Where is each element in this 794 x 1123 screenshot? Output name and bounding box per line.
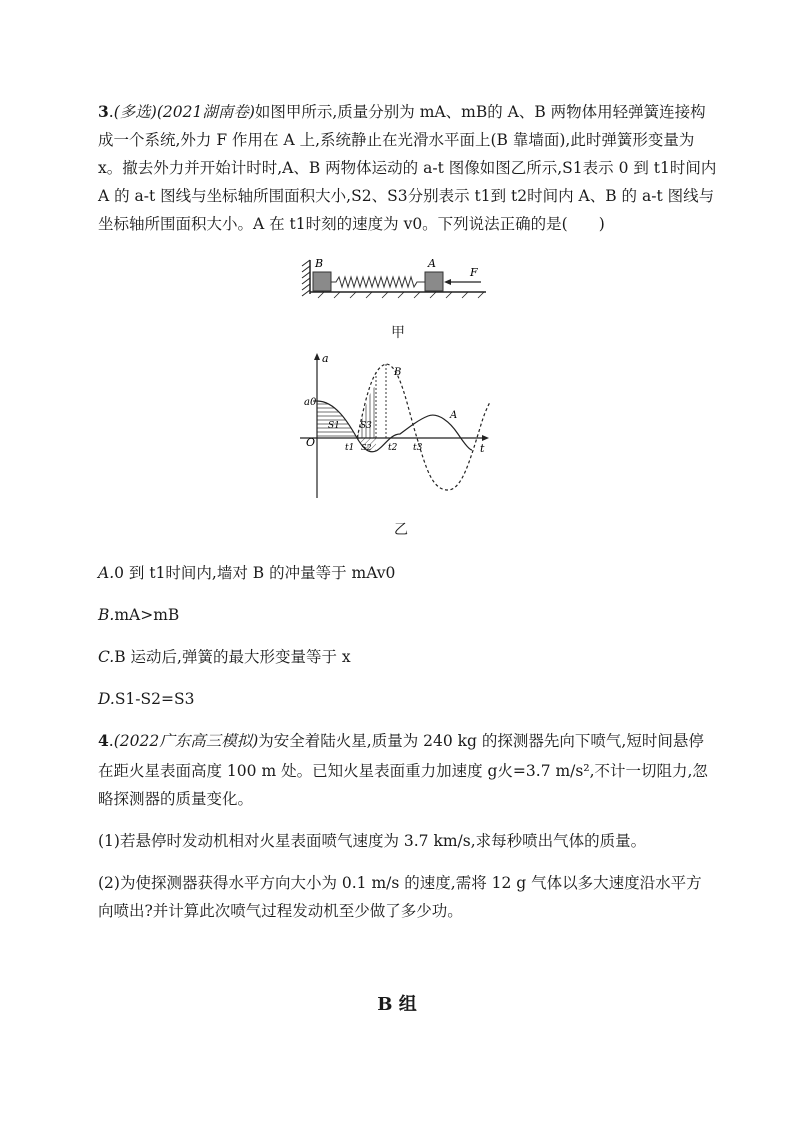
q3-line-1: 3.(多选)(2021湖南卷)如图甲所示,质量分别为 mA、mB的 A、B 两物体用轻弹簧连接构 [98, 102, 706, 121]
label-b: B [315, 257, 324, 270]
q3-line-3: x。撤去外力并开始计时时,A、B 两物体运动的 a-t 图像如图乙所示,S1表示 0 到 t1时间内 [98, 159, 717, 177]
label-s2: S2 [361, 443, 372, 452]
q3-line-4: A 的 a-t 图线与坐标轴所围面积大小,S2、S3分别表示 t1到 t2时间内 A、B 的 a-t 图线与 [98, 187, 715, 205]
spring [331, 277, 425, 287]
label-t1: t1 [345, 443, 355, 453]
label-t2: t2 [388, 443, 398, 453]
origin-label: O [306, 436, 316, 449]
option-d [98, 685, 698, 713]
option-b-letter: B. [98, 606, 115, 624]
option-c-text: B 运动后,弹簧的最大形变量等于 x [114, 648, 351, 666]
label-curve-a: A [450, 410, 458, 421]
label-curve-b: B [394, 367, 402, 378]
q3-text-1: 如图甲所示,质量分别为 mA、mB的 A、B 两物体用轻弹簧连接构 [254, 103, 706, 121]
label-a0: a0 [304, 397, 317, 408]
option-b-text: mA>mB [114, 606, 180, 624]
q4-line-1: 4.(2022广东高三模拟)为安全着陆火星,质量为 240 kg 的探测器先向下喷气,短时间悬停 [98, 731, 704, 750]
block-b [313, 272, 331, 291]
option-d-text: S1-S2=S3 [114, 690, 195, 708]
q4-line-3: 略探测器的质量变化。 [98, 790, 254, 808]
figure-a-t-graph [300, 350, 500, 505]
q3-line-5: 坐标轴所围面积大小。A 在 t1时刻的速度为 v0。下列说法正确的是( ) [98, 215, 605, 233]
q3-number: 3 [98, 102, 109, 121]
option-a-letter: A. [98, 564, 115, 582]
q4-text-1: 为安全着陆火星,质量为 240 kg 的探测器先向下喷气,短时间悬停 [258, 732, 704, 750]
x-axis-arrow [482, 435, 489, 441]
label-f: F [470, 266, 478, 279]
option-c-letter: C. [98, 648, 115, 666]
block-a [425, 272, 443, 291]
option-d-letter: D. [98, 690, 115, 708]
q4-number: 4 [98, 731, 109, 750]
option-a [98, 559, 698, 587]
figure-caption-jia: 甲 [391, 325, 405, 341]
axis-label-t: t [480, 442, 485, 455]
label-s3: S3 [360, 421, 372, 431]
force-arrow-head [444, 279, 451, 285]
figure-caption-yi: 乙 [394, 522, 408, 538]
q3-line-2: 成一个系统,外力 F 作用在 A 上,系统静止在光滑水平面上(B 靠墙面),此时弹簧形变量为 [98, 131, 695, 149]
q4-sub-2-line-2: 向喷出?并计算此次喷气过程发动机至少做了多少功。 [98, 902, 463, 920]
q3-source-tag: (多选)(2021湖南卷) [113, 103, 255, 121]
option-b [98, 601, 698, 629]
figure-spring-system [298, 252, 498, 300]
q4-sub-1: (1)若悬停时发动机相对火星表面喷气速度为 3.7 km/s,求每秒喷出气体的质量。 [98, 832, 647, 850]
region-s1 [317, 401, 357, 438]
y-axis-arrow [314, 353, 320, 360]
axis-label-a: a [322, 352, 329, 365]
q4-source-tag: (2022广东高三模拟) [113, 732, 259, 750]
section-title: B 组 [377, 994, 417, 1015]
label-s1: S1 [328, 421, 340, 431]
option-a-text: 0 到 t1时间内,墙对 B 的冲量等于 mAv0 [114, 564, 396, 582]
option-c [98, 643, 698, 671]
label-t3: t3 [413, 443, 423, 453]
label-a: A [428, 257, 436, 270]
curve-b [357, 364, 490, 490]
q4-sub-2-line-1: (2)为使探测器获得水平方向大小为 0.1 m/s 的速度,需将 12 g 气体以多大速度沿水平方 [98, 874, 702, 892]
q4-line-2: 在距火星表面高度 100 m 处。已知火星表面重力加速度 g火=3.7 m/s²,不计一切阻力,忽 [98, 762, 708, 780]
